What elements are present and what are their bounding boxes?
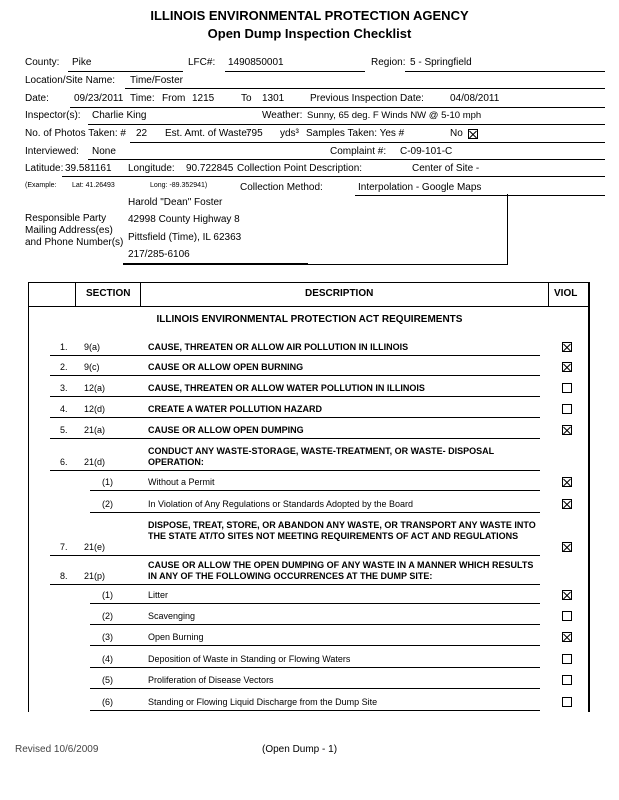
row-section: 21(a) (84, 425, 106, 435)
example-label: (Example: (25, 182, 57, 189)
row-section: 21(p) (84, 571, 106, 581)
violation-checkbox[interactable] (562, 383, 572, 393)
weather-label: Weather: (262, 110, 303, 121)
row-section: (2) (102, 499, 113, 509)
row-divider (50, 355, 540, 356)
rp-line: 217/285-6106 (128, 249, 190, 260)
row-divider (90, 512, 540, 513)
violation-checkbox[interactable] (562, 675, 572, 685)
from-value: 1215 (192, 93, 215, 104)
row-section: (5) (102, 675, 113, 685)
section-header: SECTION (86, 288, 131, 299)
date-label: Date: (25, 93, 49, 104)
prev-inspection-value: 04/08/2011 (450, 93, 500, 104)
row-divider (90, 688, 540, 689)
violation-checkbox[interactable] (562, 611, 572, 621)
viol-header: VIOL (554, 288, 578, 299)
description-header: DESCRIPTION (305, 288, 374, 299)
example-long: Long: -89.352941) (150, 182, 208, 189)
row-description: CAUSE OR ALLOW THE OPEN DUMPING OF ANY WASTE IN A MANNER WHICH RESULTS IN ANY OF THE FOLLOWING OCCURRENCES AT THE DUMP SITE: (148, 560, 534, 581)
row-description: Litter (148, 590, 169, 600)
row-section: 12(d) (84, 404, 106, 414)
row-description: In Violation of Any Regulations or Standards Adopted by the Board (148, 499, 414, 509)
row-section: 12(a) (84, 383, 106, 393)
row-divider (90, 645, 540, 646)
region-label: Region: (371, 57, 406, 68)
row-description: CONDUCT ANY WASTE-STORAGE, WASTE-TREATMENT, OR WASTE- DISPOSAL OPERATION: (148, 446, 495, 467)
table-subtitle: ILLINOIS ENVIRONMENTAL PROTECTION ACT REQUIREMENTS (156, 314, 463, 325)
revised-date: Revised 10/6/2009 (15, 744, 99, 755)
rp-line: Harold "Dean" Foster (128, 197, 223, 208)
row-divider (50, 584, 540, 585)
rp-label-2: Mailing Address(es) (25, 225, 113, 236)
samples-label: Samples Taken: Yes # (306, 128, 405, 139)
row-description: Deposition of Waste in Standing or Flowing Waters (148, 654, 351, 664)
from-label: From (162, 93, 186, 104)
violation-checkbox[interactable] (562, 654, 572, 664)
interviewed-label: Interviewed: (25, 146, 79, 157)
violation-checkbox[interactable] (562, 342, 572, 352)
row-section: (1) (102, 477, 113, 487)
interviewed-value: None (92, 146, 116, 157)
row-number: 8. (60, 571, 68, 581)
waste-label: Est. Amt. of Waste: (165, 128, 250, 139)
latitude-value: 39.581161 (65, 163, 112, 174)
example-lat: Lat: 41.26493 (72, 182, 115, 189)
weather-value: Sunny, 65 deg. F Winds NW @ 5-10 mph (307, 110, 482, 121)
location-value: Time/Foster (130, 75, 183, 86)
row-description: DISPOSE, TREAT, STORE, OR ABANDON ANY WASTE, OR TRANSPORT ANY WASTE INTO THE STATE AT/TO SITES NOT MEETING REQUIREMENTS OF ACT AND REGULATIONS (148, 520, 536, 541)
row-section: (1) (102, 590, 113, 600)
row-number: 1. (60, 342, 68, 352)
photos-label: No. of Photos Taken: # (25, 128, 126, 139)
county-value: Pike (72, 57, 92, 68)
collection-method-label: Collection Method: (240, 182, 323, 193)
location-label: Location/Site Name: (25, 75, 116, 86)
no-label: No (450, 128, 463, 139)
time-label: Time: (130, 93, 155, 104)
prev-inspection-label: Previous Inspection Date: (310, 93, 424, 104)
row-description: Proliferation of Disease Vectors (148, 675, 274, 685)
violation-checkbox[interactable] (562, 499, 572, 509)
lfc-value: 1490850001 (228, 57, 284, 68)
agency-title: ILLINOIS ENVIRONMENTAL PROTECTION AGENCY (150, 8, 469, 23)
violation-checkbox[interactable] (562, 425, 572, 435)
latitude-label: Latitude: (25, 163, 64, 174)
violation-checkbox[interactable] (562, 632, 572, 642)
lfc-label: LFC#: (188, 57, 216, 68)
waste-unit: yds³ (280, 128, 299, 139)
page-label: (Open Dump - 1) (262, 744, 338, 755)
rp-label-3: and Phone Number(s) (25, 237, 124, 248)
county-label: County: (25, 57, 60, 68)
row-description: Without a Permit (148, 477, 215, 487)
row-description: CAUSE, THREATEN OR ALLOW AIR POLLUTION IN ILLINOIS (148, 342, 409, 352)
row-number: 6. (60, 457, 68, 467)
row-description: CAUSE OR ALLOW OPEN DUMPING (148, 425, 304, 435)
row-divider (50, 375, 540, 376)
to-label: To (241, 93, 252, 104)
row-divider (90, 603, 540, 604)
inspector-value: Charlie King (92, 110, 147, 121)
row-description: CREATE A WATER POLLUTION HAZARD (148, 404, 322, 414)
violation-checkbox[interactable] (562, 404, 572, 414)
row-section: (6) (102, 697, 113, 707)
violation-checkbox[interactable] (562, 477, 572, 487)
row-divider (90, 710, 540, 711)
row-divider (50, 470, 540, 471)
violation-checkbox[interactable] (562, 590, 572, 600)
cpd-label: Collection Point Description: (237, 163, 363, 174)
form-title: Open Dump Inspection Checklist (207, 26, 412, 41)
rp-line: Pittsfield (Time), IL 62363 (128, 232, 242, 243)
collection-method-value: Interpolation - Google Maps (358, 182, 482, 193)
row-number: 4. (60, 404, 68, 414)
row-number: 3. (60, 383, 68, 393)
row-divider (90, 667, 540, 668)
longitude-label: Longitude: (128, 163, 175, 174)
complaint-value: C-09-101-C (400, 146, 453, 157)
row-number: 2. (60, 362, 68, 372)
row-section: (2) (102, 611, 113, 621)
complaint-label: Complaint #: (330, 146, 387, 157)
cpd-value: Center of Site - (412, 163, 480, 174)
row-description: CAUSE OR ALLOW OPEN BURNING (148, 362, 304, 372)
row-section: (3) (102, 632, 113, 642)
region-value: 5 - Springfield (410, 57, 472, 68)
row-section: 21(e) (84, 542, 106, 552)
row-section: 9(c) (84, 362, 100, 372)
row-section: (4) (102, 654, 113, 664)
rp-label-1: Responsible Party (25, 213, 107, 224)
row-divider (50, 396, 540, 397)
rp-line: 42998 County Highway 8 (128, 214, 240, 225)
row-description: Open Burning (148, 632, 204, 642)
inspector-label: Inspector(s): (25, 110, 81, 121)
violation-checkbox[interactable] (562, 362, 572, 372)
row-number: 5. (60, 425, 68, 435)
violation-checkbox[interactable] (562, 542, 572, 552)
longitude-value: 90.722845 (186, 163, 234, 174)
row-section: 9(a) (84, 342, 101, 352)
row-description: CAUSE, THREATEN OR ALLOW WATER POLLUTION IN ILLINOIS (148, 383, 425, 393)
row-divider (50, 438, 540, 439)
row-divider (90, 624, 540, 625)
row-description: Scavenging (148, 611, 196, 621)
row-section: 21(d) (84, 457, 106, 467)
row-divider (90, 490, 540, 491)
samples-no-checkbox[interactable] (468, 129, 478, 139)
to-value: 1301 (262, 93, 285, 104)
date-value: 09/23/2011 (74, 93, 124, 104)
row-divider (50, 555, 540, 556)
row-number: 7. (60, 542, 68, 552)
violation-checkbox[interactable] (562, 697, 572, 707)
photos-value: 22 (136, 128, 148, 139)
row-divider (50, 417, 540, 418)
waste-value: 795 (246, 128, 263, 139)
row-description: Standing or Flowing Liquid Discharge from the Dump Site (148, 697, 378, 707)
